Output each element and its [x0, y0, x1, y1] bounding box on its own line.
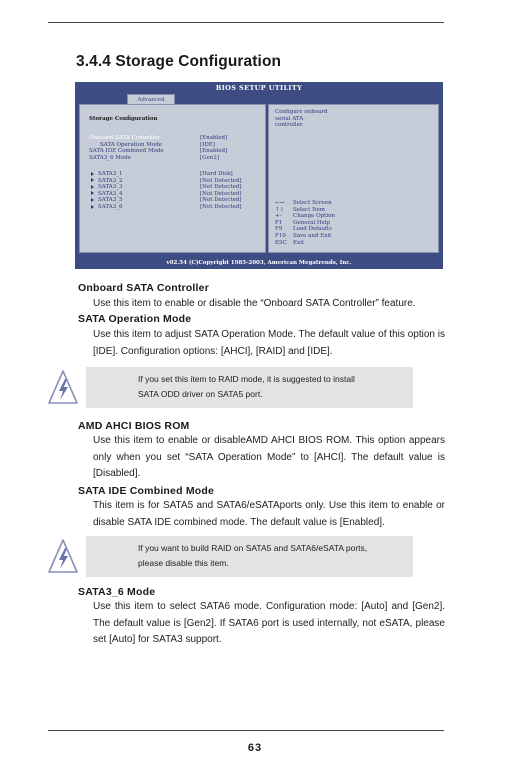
warning-lightning-icon: [48, 369, 78, 407]
bios-port-row: SATA3_3: [91, 184, 123, 191]
text-operation-mode: Use this item to adjust SATA Operation Mode. The default value of this option is [IDE]. Configuration options: [AHCI], [RAID] and [IDE].: [93, 329, 445, 357]
bios-footer: v02.54 (C)Copyright 1985-2003, American Megatrends, Inc.: [166, 260, 352, 266]
bios-settings-panel: [79, 104, 266, 253]
bios-key-row: F10 Save and Exit: [275, 233, 332, 239]
heading-sata36-mode: SATA3_6 Mode: [78, 586, 156, 598]
bios-port-value: [Not Detected]: [200, 190, 242, 197]
text-ahci-rom: Use this item to enable or disableAMD AHCI BIOS ROM. This option appears only when you set “SATA Operation Mode” to [AHCI]. The default value is [Disabled].: [93, 435, 445, 479]
bios-port-row: SATA3_6: [91, 204, 123, 211]
bios-port-value: [Not Detected]: [200, 184, 242, 191]
top-rule: [48, 22, 444, 23]
bottom-rule: [48, 730, 444, 731]
arrow-right-icon: [91, 172, 94, 176]
note-box-raid-combined: [86, 536, 413, 577]
bios-item-label: Onboard SATA Controller: [89, 135, 161, 141]
bios-port-value: [Not Detected]: [200, 204, 242, 210]
text-sata36-mode: Use this item to select SATA6 mode. Configuration mode: [Auto] and [Gen2]. The default value is [Gen2]. If SATA6 port is used internally, not eSATA, please set [Auto] for SATA3 support.: [93, 601, 445, 645]
bios-key-row: ESC Exit: [275, 239, 305, 246]
bios-item-label: SATA3_6 Mode: [89, 154, 131, 161]
bios-item-value: [Enabled]: [200, 135, 228, 141]
page-number: 63: [247, 742, 263, 754]
bios-help-line: Configure onboard: [275, 109, 328, 115]
arrow-right-icon: [91, 178, 94, 182]
bios-port-row: SATA3_2: [91, 178, 123, 185]
note-line: If you set this item to RAID mode, it is suggested to install: [138, 374, 355, 384]
heading-combined-mode: SATA IDE Combined Mode: [78, 485, 215, 497]
bios-key-row: ←→ Select Screen: [275, 200, 332, 206]
bios-port-value: [Hard Disk]: [200, 171, 233, 177]
bios-item-value: [Enabled]: [200, 148, 228, 155]
bios-help-panel: [268, 104, 439, 253]
bios-key-row: F1 General Help: [275, 219, 331, 226]
text-onboard-sata: Use this item to enable or disable the “Onboard SATA Controller” feature.: [93, 298, 416, 309]
bios-key-row: ↑↓ Select Item: [275, 206, 325, 213]
bios-heading: Storage Configuration: [89, 116, 158, 122]
bios-help-line: controller.: [275, 122, 304, 129]
note-box-raid-mode: [86, 367, 413, 408]
bios-port-value: [Not Detected]: [200, 177, 242, 184]
text-combined-mode: This item is for SATA5 and SATA6/eSATAports only. Use this item to enable or disable SATA IDE combined mode. The default value is [Enabled].: [93, 500, 445, 528]
arrow-right-icon: [91, 191, 94, 195]
note-line: If you want to build RAID on SATA5 and SATA6/eSATA ports,: [138, 543, 368, 553]
bios-port-value: [Not Detected]: [200, 197, 242, 204]
note-line: SATA ODD driver on SATA5 port.: [138, 389, 263, 399]
arrow-right-icon: [91, 205, 94, 209]
bios-tab-advanced: Advanced: [127, 94, 175, 105]
section-title: 3.4.4 Storage Configuration: [76, 53, 282, 70]
bios-key-row: F9 Load Defaults: [275, 226, 332, 233]
bios-title: BIOS SETUP UTILITY: [215, 84, 303, 92]
heading-ahci-rom: AMD AHCI BIOS ROM: [78, 420, 190, 432]
bios-port-row: SATA3_4: [91, 191, 123, 198]
bios-port-row: SATA3_1: [91, 171, 123, 178]
bios-item-value: [IDE]: [200, 141, 215, 148]
arrow-right-icon: [91, 198, 94, 202]
note-line: please disable this item.: [138, 558, 229, 568]
bios-item-label: SATA IDE Combined Mode: [89, 148, 164, 155]
heading-onboard-sata: Onboard SATA Controller: [78, 282, 209, 294]
bios-item-label: SATA Operation Mode: [100, 141, 163, 148]
bios-item-value: [Gen2]: [200, 154, 219, 161]
bios-key-row: +- Change Option: [275, 213, 335, 220]
warning-lightning-icon: [48, 538, 78, 576]
heading-operation-mode: SATA Operation Mode: [78, 313, 192, 325]
arrow-right-icon: [91, 185, 94, 189]
bios-port-row: SATA3_5: [91, 197, 123, 204]
bios-screenshot: [75, 82, 443, 269]
bios-help-line: serial ATA: [275, 115, 304, 122]
